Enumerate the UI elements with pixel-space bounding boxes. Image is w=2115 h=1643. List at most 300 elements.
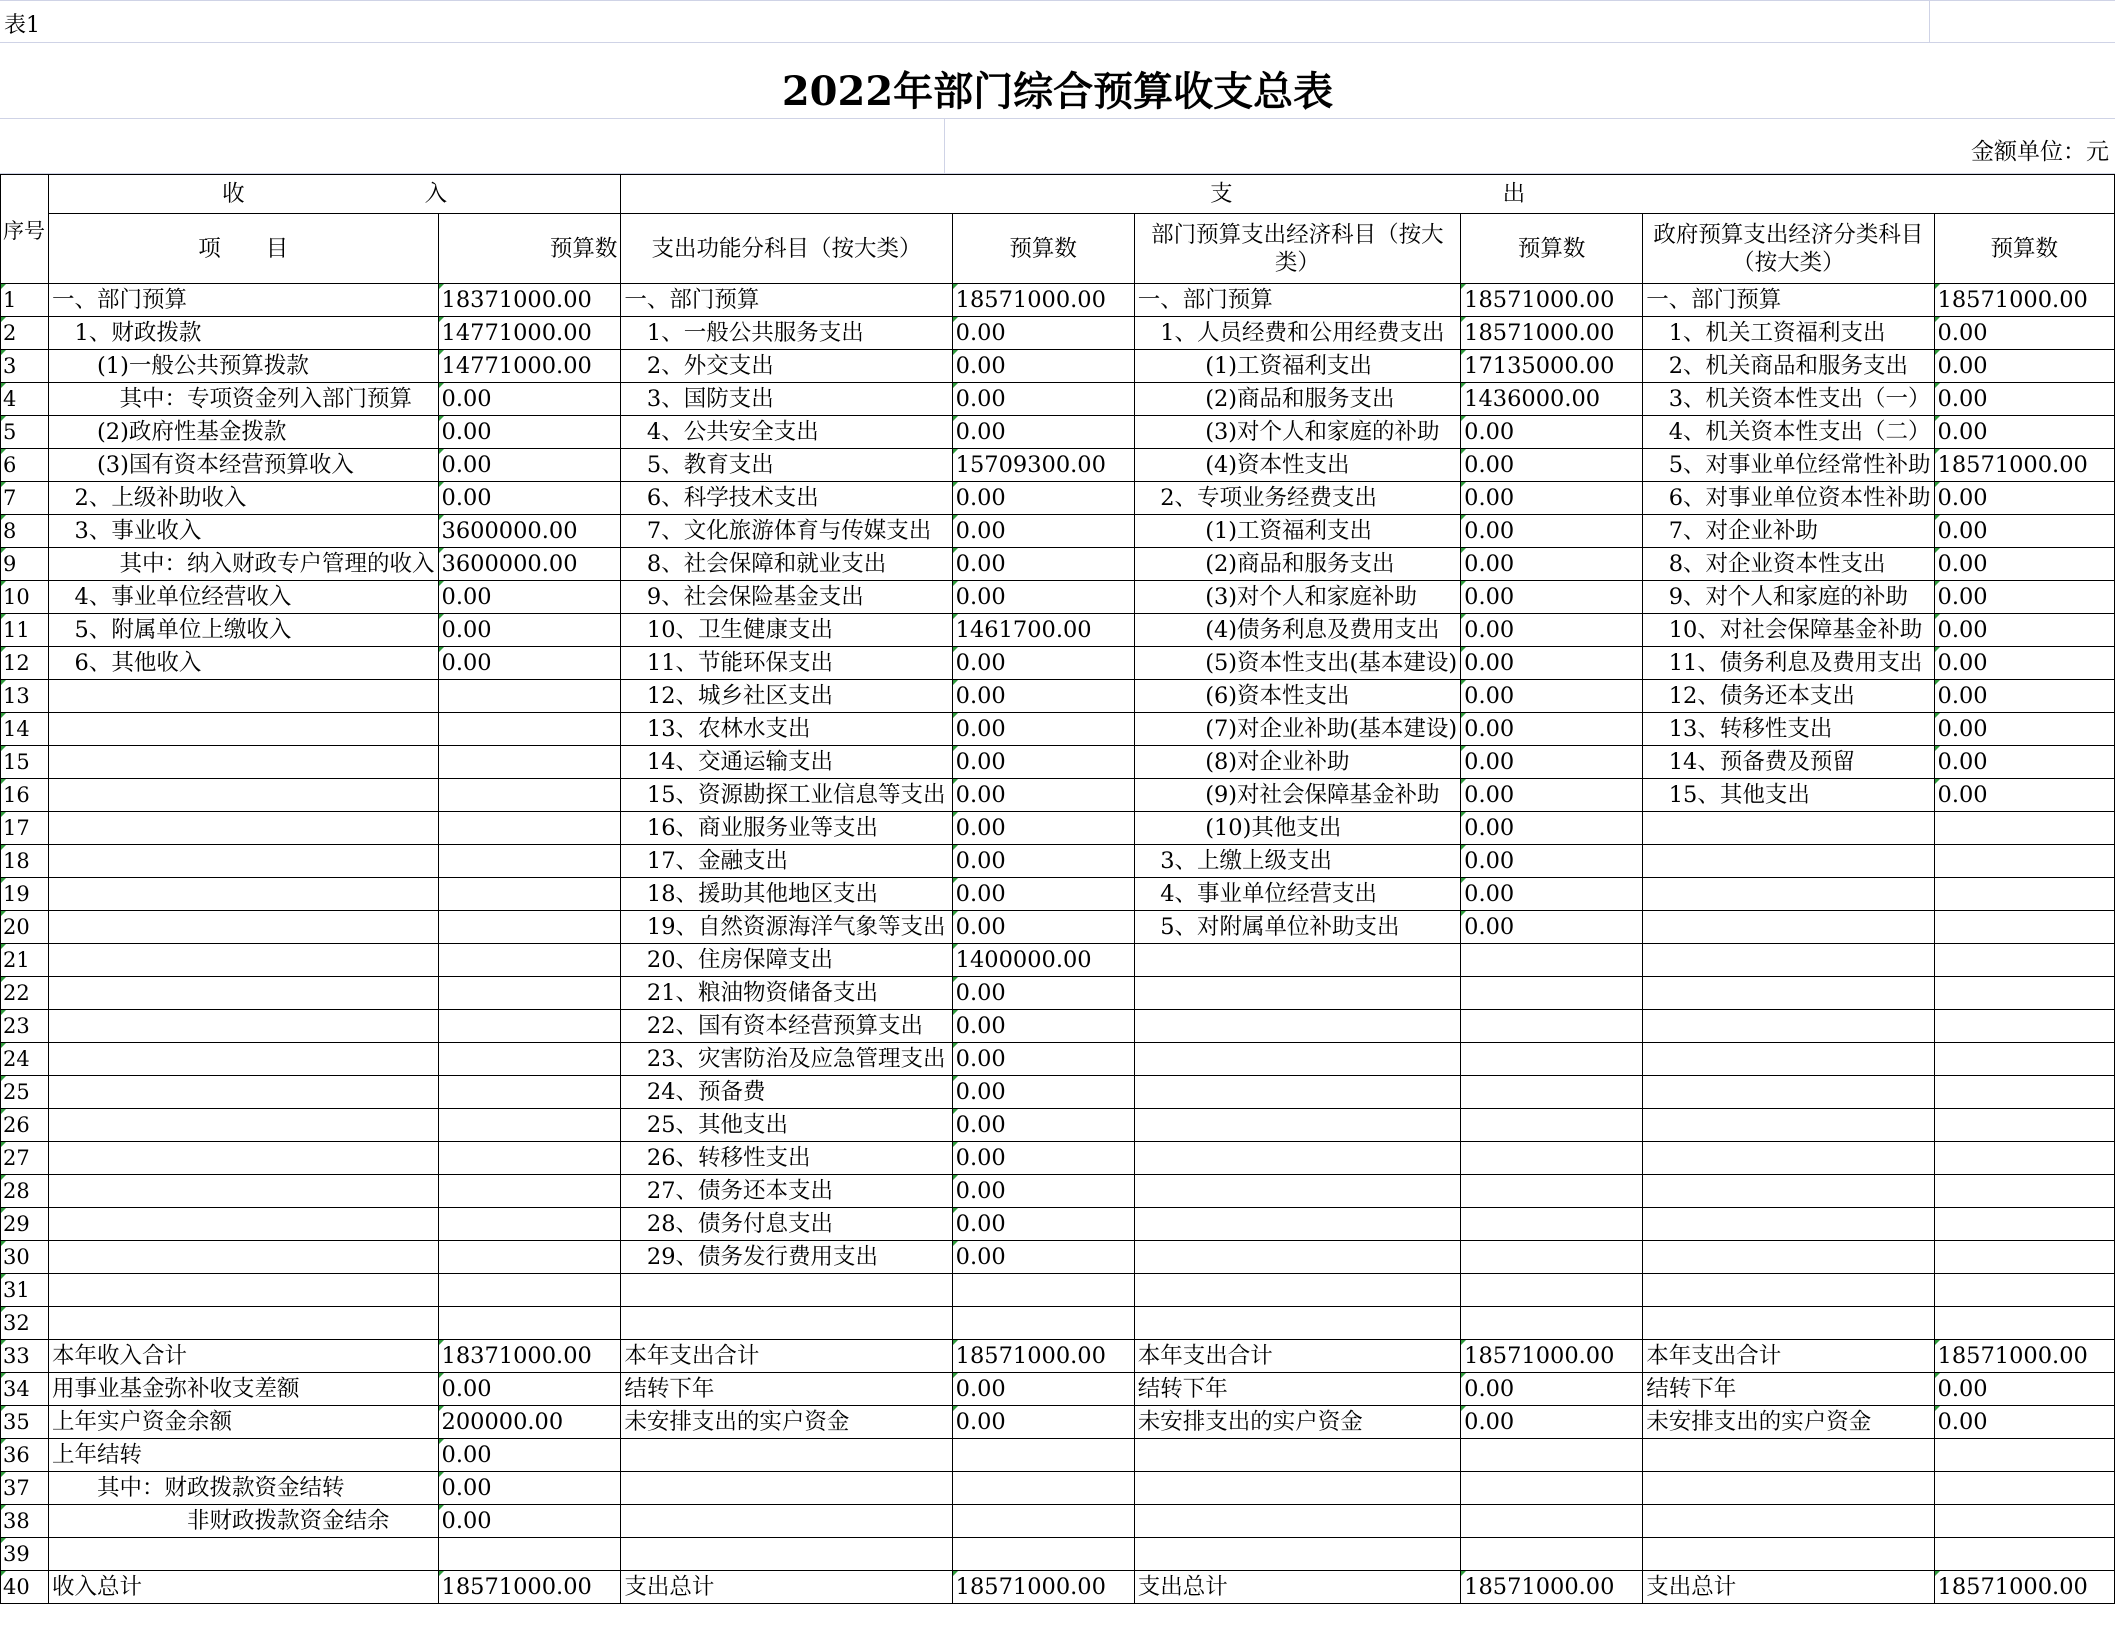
func-amount-cell[interactable]: 0.00	[952, 812, 1134, 845]
dept-item-cell[interactable]: (10)其他支出	[1134, 812, 1460, 845]
dept-amount-cell[interactable]	[1461, 1241, 1643, 1274]
dept-amount-cell[interactable]	[1461, 1142, 1643, 1175]
func-amount-cell[interactable]: 0.00	[952, 1175, 1134, 1208]
gov-amount-cell[interactable]: 0.00	[1934, 779, 2114, 812]
seq-cell[interactable]: 1	[1, 284, 49, 317]
income-amount-cell[interactable]: 3600000.00	[438, 515, 621, 548]
income-amount-cell[interactable]	[438, 1175, 621, 1208]
seq-cell[interactable]: 12	[1, 647, 49, 680]
gov-item-cell[interactable]	[1643, 1307, 1934, 1340]
dept-item-cell[interactable]	[1134, 1505, 1460, 1538]
func-amount-cell[interactable]: 0.00	[952, 1208, 1134, 1241]
income-amount-cell[interactable]	[438, 779, 621, 812]
gov-amount-cell[interactable]: 0.00	[1934, 680, 2114, 713]
income-item-cell[interactable]: 3、事业收入	[49, 515, 439, 548]
income-item-cell[interactable]: 用事业基金弥补收支差额	[49, 1373, 439, 1406]
seq-cell[interactable]: 7	[1, 482, 49, 515]
dept-item-cell[interactable]: 一、部门预算	[1134, 284, 1460, 317]
dept-amount-cell[interactable]: 0.00	[1461, 878, 1643, 911]
income-amount-cell[interactable]: 0.00	[438, 383, 621, 416]
gov-amount-cell[interactable]	[1934, 977, 2114, 1010]
dept-item-cell[interactable]: (1)工资福利支出	[1134, 515, 1460, 548]
dept-item-cell[interactable]	[1134, 1109, 1460, 1142]
gov-item-cell[interactable]: 11、债务利息及费用支出	[1643, 647, 1934, 680]
gov-amount-cell[interactable]: 18571000.00	[1934, 449, 2114, 482]
dept-item-cell[interactable]: 4、事业单位经营支出	[1134, 878, 1460, 911]
func-amount-cell[interactable]	[952, 1274, 1134, 1307]
func-amount-cell[interactable]: 18571000.00	[952, 1571, 1134, 1604]
gov-item-cell[interactable]: 结转下年	[1643, 1373, 1934, 1406]
dept-item-cell[interactable]: 未安排支出的实户资金	[1134, 1406, 1460, 1439]
seq-cell[interactable]: 36	[1, 1439, 49, 1472]
income-amount-cell[interactable]	[438, 878, 621, 911]
dept-amount-cell[interactable]: 0.00	[1461, 746, 1643, 779]
func-amount-cell[interactable]: 0.00	[952, 515, 1134, 548]
gov-item-cell[interactable]	[1643, 1505, 1934, 1538]
dept-amount-cell[interactable]: 17135000.00	[1461, 350, 1643, 383]
dept-amount-cell[interactable]: 0.00	[1461, 713, 1643, 746]
func-amount-cell[interactable]: 0.00	[952, 581, 1134, 614]
func-item-cell[interactable]: 28、债务付息支出	[621, 1208, 952, 1241]
dept-amount-cell[interactable]: 0.00	[1461, 548, 1643, 581]
seq-cell[interactable]: 40	[1, 1571, 49, 1604]
income-amount-cell[interactable]	[438, 1076, 621, 1109]
seq-cell[interactable]: 16	[1, 779, 49, 812]
func-item-cell[interactable]: 8、社会保障和就业支出	[621, 548, 952, 581]
func-amount-cell[interactable]: 0.00	[952, 977, 1134, 1010]
income-item-cell[interactable]	[49, 1307, 439, 1340]
dept-item-cell[interactable]	[1134, 1307, 1460, 1340]
dept-item-cell[interactable]	[1134, 1439, 1460, 1472]
seq-cell[interactable]: 38	[1, 1505, 49, 1538]
func-item-cell[interactable]: 14、交通运输支出	[621, 746, 952, 779]
func-amount-cell[interactable]: 0.00	[952, 713, 1134, 746]
gov-amount-cell[interactable]	[1934, 845, 2114, 878]
income-amount-cell[interactable]: 0.00	[438, 416, 621, 449]
func-item-cell[interactable]: 29、债务发行费用支出	[621, 1241, 952, 1274]
dept-item-cell[interactable]	[1134, 1142, 1460, 1175]
gov-item-cell[interactable]	[1643, 812, 1934, 845]
dept-item-cell[interactable]	[1134, 1010, 1460, 1043]
dept-item-cell[interactable]: 本年支出合计	[1134, 1340, 1460, 1373]
income-amount-cell[interactable]: 0.00	[438, 1505, 621, 1538]
dept-item-cell[interactable]	[1134, 1241, 1460, 1274]
seq-cell[interactable]: 6	[1, 449, 49, 482]
func-amount-cell[interactable]: 0.00	[952, 416, 1134, 449]
gov-amount-cell[interactable]	[1934, 1241, 2114, 1274]
gov-amount-cell[interactable]	[1934, 911, 2114, 944]
func-amount-cell[interactable]	[952, 1439, 1134, 1472]
gov-item-cell[interactable]: 14、预备费及预留	[1643, 746, 1934, 779]
func-item-cell[interactable]	[621, 1472, 952, 1505]
gov-item-cell[interactable]: 8、对企业资本性支出	[1643, 548, 1934, 581]
seq-cell[interactable]: 32	[1, 1307, 49, 1340]
seq-cell[interactable]: 24	[1, 1043, 49, 1076]
gov-amount-cell[interactable]	[1934, 1142, 2114, 1175]
gov-item-cell[interactable]: 12、债务还本支出	[1643, 680, 1934, 713]
gov-amount-cell[interactable]	[1934, 1109, 2114, 1142]
income-item-cell[interactable]	[49, 1175, 439, 1208]
income-item-cell[interactable]: 一、部门预算	[49, 284, 439, 317]
income-amount-cell[interactable]: 0.00	[438, 1439, 621, 1472]
gov-item-cell[interactable]: 1、机关工资福利支出	[1643, 317, 1934, 350]
gov-item-cell[interactable]: 6、对事业单位资本性补助	[1643, 482, 1934, 515]
func-amount-cell[interactable]: 0.00	[952, 878, 1134, 911]
gov-item-cell[interactable]: 3、机关资本性支出（一）	[1643, 383, 1934, 416]
dept-item-cell[interactable]: 结转下年	[1134, 1373, 1460, 1406]
func-item-cell[interactable]: 2、外交支出	[621, 350, 952, 383]
income-amount-cell[interactable]	[438, 746, 621, 779]
income-amount-cell[interactable]	[438, 1241, 621, 1274]
func-amount-cell[interactable]: 0.00	[952, 746, 1134, 779]
func-item-cell[interactable]: 6、科学技术支出	[621, 482, 952, 515]
func-amount-cell[interactable]	[952, 1505, 1134, 1538]
income-amount-cell[interactable]	[438, 944, 621, 977]
gov-item-cell[interactable]	[1643, 1241, 1934, 1274]
dept-item-cell[interactable]: (4)债务利息及费用支出	[1134, 614, 1460, 647]
seq-cell[interactable]: 25	[1, 1076, 49, 1109]
dept-item-cell[interactable]: (2)商品和服务支出	[1134, 548, 1460, 581]
gov-amount-cell[interactable]	[1934, 1010, 2114, 1043]
income-item-cell[interactable]	[49, 944, 439, 977]
dept-item-cell[interactable]: (6)资本性支出	[1134, 680, 1460, 713]
income-item-cell[interactable]	[49, 1076, 439, 1109]
gov-item-cell[interactable]	[1643, 1538, 1934, 1571]
gov-amount-cell[interactable]	[1934, 1043, 2114, 1076]
seq-cell[interactable]: 8	[1, 515, 49, 548]
gov-amount-cell[interactable]: 0.00	[1934, 515, 2114, 548]
income-amount-cell[interactable]	[438, 713, 621, 746]
func-item-cell[interactable]: 12、城乡社区支出	[621, 680, 952, 713]
income-item-cell[interactable]	[49, 779, 439, 812]
dept-item-cell[interactable]: 3、上缴上级支出	[1134, 845, 1460, 878]
income-amount-cell[interactable]: 0.00	[438, 482, 621, 515]
gov-amount-cell[interactable]	[1934, 944, 2114, 977]
gov-item-cell[interactable]	[1643, 845, 1934, 878]
gov-item-cell[interactable]: 13、转移性支出	[1643, 713, 1934, 746]
func-item-cell[interactable]	[621, 1439, 952, 1472]
dept-amount-cell[interactable]: 0.00	[1461, 1373, 1643, 1406]
income-item-cell[interactable]: 1、财政拨款	[49, 317, 439, 350]
dept-item-cell[interactable]: (3)对个人和家庭补助	[1134, 581, 1460, 614]
income-amount-cell[interactable]	[438, 1043, 621, 1076]
func-item-cell[interactable]: 9、社会保险基金支出	[621, 581, 952, 614]
func-item-cell[interactable]: 24、预备费	[621, 1076, 952, 1109]
seq-cell[interactable]: 23	[1, 1010, 49, 1043]
income-amount-cell[interactable]: 0.00	[438, 1472, 621, 1505]
gov-item-cell[interactable]	[1643, 1439, 1934, 1472]
func-amount-cell[interactable]: 0.00	[952, 845, 1134, 878]
func-item-cell[interactable]: 11、节能环保支出	[621, 647, 952, 680]
seq-cell[interactable]: 15	[1, 746, 49, 779]
income-amount-cell[interactable]	[438, 1109, 621, 1142]
income-amount-cell[interactable]: 0.00	[438, 449, 621, 482]
func-item-cell[interactable]: 16、商业服务业等支出	[621, 812, 952, 845]
gov-item-cell[interactable]: 5、对事业单位经常性补助	[1643, 449, 1934, 482]
dept-item-cell[interactable]: (5)资本性支出(基本建设)	[1134, 647, 1460, 680]
seq-cell[interactable]: 27	[1, 1142, 49, 1175]
gov-item-cell[interactable]	[1643, 1010, 1934, 1043]
dept-amount-cell[interactable]	[1461, 977, 1643, 1010]
gov-item-cell[interactable]	[1643, 1109, 1934, 1142]
func-item-cell[interactable]: 1、一般公共服务支出	[621, 317, 952, 350]
gov-amount-cell[interactable]: 0.00	[1934, 647, 2114, 680]
dept-item-cell[interactable]: 1、人员经费和公用经费支出	[1134, 317, 1460, 350]
dept-item-cell[interactable]: 2、专项业务经费支出	[1134, 482, 1460, 515]
gov-amount-cell[interactable]: 18571000.00	[1934, 1340, 2114, 1373]
dept-amount-cell[interactable]: 18571000.00	[1461, 1571, 1643, 1604]
func-item-cell[interactable]: 20、住房保障支出	[621, 944, 952, 977]
income-item-cell[interactable]: 2、上级补助收入	[49, 482, 439, 515]
income-item-cell[interactable]	[49, 1142, 439, 1175]
income-item-cell[interactable]	[49, 713, 439, 746]
seq-cell[interactable]: 26	[1, 1109, 49, 1142]
dept-amount-cell[interactable]: 18571000.00	[1461, 317, 1643, 350]
seq-cell[interactable]: 3	[1, 350, 49, 383]
seq-cell[interactable]: 34	[1, 1373, 49, 1406]
income-item-cell[interactable]: (2)政府性基金拨款	[49, 416, 439, 449]
gov-item-cell[interactable]	[1643, 1043, 1934, 1076]
gov-amount-cell[interactable]	[1934, 1439, 2114, 1472]
income-item-cell[interactable]	[49, 1010, 439, 1043]
dept-amount-cell[interactable]: 0.00	[1461, 911, 1643, 944]
seq-cell[interactable]: 39	[1, 1538, 49, 1571]
gov-amount-cell[interactable]: 0.00	[1934, 317, 2114, 350]
income-item-cell[interactable]: 其中：专项资金列入部门预算	[49, 383, 439, 416]
income-item-cell[interactable]	[49, 878, 439, 911]
dept-amount-cell[interactable]: 0.00	[1461, 845, 1643, 878]
gov-item-cell[interactable]: 一、部门预算	[1643, 284, 1934, 317]
dept-item-cell[interactable]: (1)工资福利支出	[1134, 350, 1460, 383]
income-amount-cell[interactable]: 14771000.00	[438, 317, 621, 350]
gov-amount-cell[interactable]: 0.00	[1934, 1406, 2114, 1439]
dept-amount-cell[interactable]	[1461, 1274, 1643, 1307]
gov-item-cell[interactable]: 2、机关商品和服务支出	[1643, 350, 1934, 383]
func-amount-cell[interactable]: 15709300.00	[952, 449, 1134, 482]
seq-cell[interactable]: 33	[1, 1340, 49, 1373]
seq-cell[interactable]: 13	[1, 680, 49, 713]
seq-cell[interactable]: 9	[1, 548, 49, 581]
income-amount-cell[interactable]: 0.00	[438, 647, 621, 680]
gov-amount-cell[interactable]: 0.00	[1934, 350, 2114, 383]
dept-amount-cell[interactable]	[1461, 1043, 1643, 1076]
dept-amount-cell[interactable]: 0.00	[1461, 1406, 1643, 1439]
dept-amount-cell[interactable]	[1461, 1307, 1643, 1340]
income-item-cell[interactable]	[49, 1274, 439, 1307]
gov-item-cell[interactable]	[1643, 1208, 1934, 1241]
gov-amount-cell[interactable]: 0.00	[1934, 746, 2114, 779]
income-item-cell[interactable]	[49, 845, 439, 878]
dept-item-cell[interactable]: 5、对附属单位补助支出	[1134, 911, 1460, 944]
func-amount-cell[interactable]: 18571000.00	[952, 1340, 1134, 1373]
dept-item-cell[interactable]	[1134, 1076, 1460, 1109]
income-amount-cell[interactable]	[438, 1274, 621, 1307]
seq-cell[interactable]: 10	[1, 581, 49, 614]
dept-item-cell[interactable]: (9)对社会保障基金补助	[1134, 779, 1460, 812]
dept-item-cell[interactable]	[1134, 1208, 1460, 1241]
func-item-cell[interactable]	[621, 1307, 952, 1340]
gov-amount-cell[interactable]	[1934, 1307, 2114, 1340]
income-item-cell[interactable]	[49, 812, 439, 845]
func-item-cell[interactable]: 7、文化旅游体育与传媒支出	[621, 515, 952, 548]
income-item-cell[interactable]: (1)一般公共预算拨款	[49, 350, 439, 383]
gov-amount-cell[interactable]: 0.00	[1934, 1373, 2114, 1406]
gov-item-cell[interactable]	[1643, 1076, 1934, 1109]
income-amount-cell[interactable]: 14771000.00	[438, 350, 621, 383]
dept-item-cell[interactable]	[1134, 977, 1460, 1010]
dept-amount-cell[interactable]	[1461, 1208, 1643, 1241]
income-item-cell[interactable]	[49, 1241, 439, 1274]
gov-amount-cell[interactable]	[1934, 1175, 2114, 1208]
income-item-cell[interactable]	[49, 680, 439, 713]
gov-item-cell[interactable]	[1643, 1472, 1934, 1505]
dept-item-cell[interactable]	[1134, 1274, 1460, 1307]
seq-cell[interactable]: 4	[1, 383, 49, 416]
func-amount-cell[interactable]: 0.00	[952, 1406, 1134, 1439]
dept-amount-cell[interactable]	[1461, 1439, 1643, 1472]
gov-amount-cell[interactable]	[1934, 1076, 2114, 1109]
income-item-cell[interactable]: 6、其他收入	[49, 647, 439, 680]
dept-amount-cell[interactable]: 0.00	[1461, 416, 1643, 449]
dept-amount-cell[interactable]: 0.00	[1461, 680, 1643, 713]
income-item-cell[interactable]	[49, 911, 439, 944]
income-amount-cell[interactable]: 0.00	[438, 581, 621, 614]
dept-item-cell[interactable]	[1134, 1538, 1460, 1571]
func-amount-cell[interactable]	[952, 1472, 1134, 1505]
dept-amount-cell[interactable]: 1436000.00	[1461, 383, 1643, 416]
income-item-cell[interactable]	[49, 1538, 439, 1571]
income-item-cell[interactable]: 上年结转	[49, 1439, 439, 1472]
gov-amount-cell[interactable]	[1934, 1208, 2114, 1241]
func-item-cell[interactable]: 17、金融支出	[621, 845, 952, 878]
func-item-cell[interactable]: 本年支出合计	[621, 1340, 952, 1373]
income-amount-cell[interactable]: 18571000.00	[438, 1571, 621, 1604]
income-amount-cell[interactable]	[438, 977, 621, 1010]
func-amount-cell[interactable]: 0.00	[952, 383, 1134, 416]
func-amount-cell[interactable]: 0.00	[952, 1109, 1134, 1142]
income-amount-cell[interactable]	[438, 845, 621, 878]
func-amount-cell[interactable]: 0.00	[952, 1010, 1134, 1043]
dept-amount-cell[interactable]: 0.00	[1461, 482, 1643, 515]
seq-cell[interactable]: 17	[1, 812, 49, 845]
func-item-cell[interactable]: 21、粮油物资储备支出	[621, 977, 952, 1010]
income-item-cell[interactable]	[49, 1109, 439, 1142]
gov-item-cell[interactable]: 10、对社会保障基金补助	[1643, 614, 1934, 647]
income-item-cell[interactable]	[49, 746, 439, 779]
seq-cell[interactable]: 22	[1, 977, 49, 1010]
func-item-cell[interactable]: 3、国防支出	[621, 383, 952, 416]
func-amount-cell[interactable]	[952, 1307, 1134, 1340]
dept-amount-cell[interactable]	[1461, 1010, 1643, 1043]
func-item-cell[interactable]: 13、农林水支出	[621, 713, 952, 746]
income-amount-cell[interactable]	[438, 680, 621, 713]
seq-cell[interactable]: 21	[1, 944, 49, 977]
func-amount-cell[interactable]: 0.00	[952, 1076, 1134, 1109]
gov-amount-cell[interactable]	[1934, 1472, 2114, 1505]
gov-amount-cell[interactable]: 0.00	[1934, 581, 2114, 614]
dept-item-cell[interactable]	[1134, 1175, 1460, 1208]
income-item-cell[interactable]	[49, 1208, 439, 1241]
income-amount-cell[interactable]	[438, 1307, 621, 1340]
dept-item-cell[interactable]: (4)资本性支出	[1134, 449, 1460, 482]
func-amount-cell[interactable]: 0.00	[952, 317, 1134, 350]
gov-amount-cell[interactable]: 0.00	[1934, 482, 2114, 515]
func-item-cell[interactable]: 19、自然资源海洋气象等支出	[621, 911, 952, 944]
func-amount-cell[interactable]: 0.00	[952, 548, 1134, 581]
income-amount-cell[interactable]: 3600000.00	[438, 548, 621, 581]
dept-item-cell[interactable]: (7)对企业补助(基本建设)	[1134, 713, 1460, 746]
func-amount-cell[interactable]: 0.00	[952, 779, 1134, 812]
seq-cell[interactable]: 19	[1, 878, 49, 911]
func-item-cell[interactable]: 23、灾害防治及应急管理支出	[621, 1043, 952, 1076]
dept-amount-cell[interactable]	[1461, 944, 1643, 977]
func-amount-cell[interactable]: 0.00	[952, 1043, 1134, 1076]
func-item-cell[interactable]	[621, 1274, 952, 1307]
income-item-cell[interactable]: 其中：纳入财政专户管理的收入	[49, 548, 439, 581]
gov-item-cell[interactable]: 4、机关资本性支出（二）	[1643, 416, 1934, 449]
dept-item-cell[interactable]: 支出总计	[1134, 1571, 1460, 1604]
income-item-cell[interactable]: 4、事业单位经营收入	[49, 581, 439, 614]
dept-amount-cell[interactable]: 0.00	[1461, 647, 1643, 680]
income-item-cell[interactable]	[49, 977, 439, 1010]
gov-item-cell[interactable]	[1643, 944, 1934, 977]
gov-amount-cell[interactable]: 18571000.00	[1934, 1571, 2114, 1604]
gov-item-cell[interactable]: 7、对企业补助	[1643, 515, 1934, 548]
gov-item-cell[interactable]: 9、对个人和家庭的补助	[1643, 581, 1934, 614]
income-amount-cell[interactable]	[438, 812, 621, 845]
income-item-cell[interactable]	[49, 1043, 439, 1076]
seq-cell[interactable]: 14	[1, 713, 49, 746]
income-item-cell[interactable]: 收入总计	[49, 1571, 439, 1604]
seq-cell[interactable]: 31	[1, 1274, 49, 1307]
func-amount-cell[interactable]: 1400000.00	[952, 944, 1134, 977]
func-item-cell[interactable]: 26、转移性支出	[621, 1142, 952, 1175]
gov-amount-cell[interactable]: 0.00	[1934, 614, 2114, 647]
func-amount-cell[interactable]: 0.00	[952, 647, 1134, 680]
gov-amount-cell[interactable]: 0.00	[1934, 416, 2114, 449]
func-item-cell[interactable]: 22、国有资本经营预算支出	[621, 1010, 952, 1043]
gov-item-cell[interactable]	[1643, 1142, 1934, 1175]
gov-amount-cell[interactable]	[1934, 812, 2114, 845]
func-item-cell[interactable]	[621, 1505, 952, 1538]
dept-item-cell[interactable]	[1134, 1043, 1460, 1076]
gov-amount-cell[interactable]	[1934, 1274, 2114, 1307]
func-amount-cell[interactable]: 18571000.00	[952, 284, 1134, 317]
func-amount-cell[interactable]: 0.00	[952, 680, 1134, 713]
seq-cell[interactable]: 30	[1, 1241, 49, 1274]
dept-amount-cell[interactable]: 0.00	[1461, 581, 1643, 614]
seq-cell[interactable]: 20	[1, 911, 49, 944]
income-item-cell[interactable]: 5、附属单位上缴收入	[49, 614, 439, 647]
income-amount-cell[interactable]: 0.00	[438, 614, 621, 647]
gov-amount-cell[interactable]: 0.00	[1934, 713, 2114, 746]
func-item-cell[interactable]: 10、卫生健康支出	[621, 614, 952, 647]
gov-item-cell[interactable]	[1643, 1274, 1934, 1307]
dept-amount-cell[interactable]	[1461, 1076, 1643, 1109]
income-amount-cell[interactable]	[438, 1142, 621, 1175]
func-item-cell[interactable]: 结转下年	[621, 1373, 952, 1406]
seq-cell[interactable]: 2	[1, 317, 49, 350]
gov-amount-cell[interactable]	[1934, 1505, 2114, 1538]
func-amount-cell[interactable]: 0.00	[952, 350, 1134, 383]
gov-amount-cell[interactable]	[1934, 878, 2114, 911]
func-item-cell[interactable]: 一、部门预算	[621, 284, 952, 317]
dept-item-cell[interactable]: (3)对个人和家庭的补助	[1134, 416, 1460, 449]
dept-amount-cell[interactable]: 0.00	[1461, 812, 1643, 845]
income-amount-cell[interactable]: 0.00	[438, 1373, 621, 1406]
income-item-cell[interactable]: 非财政拨款资金结余	[49, 1505, 439, 1538]
seq-cell[interactable]: 37	[1, 1472, 49, 1505]
